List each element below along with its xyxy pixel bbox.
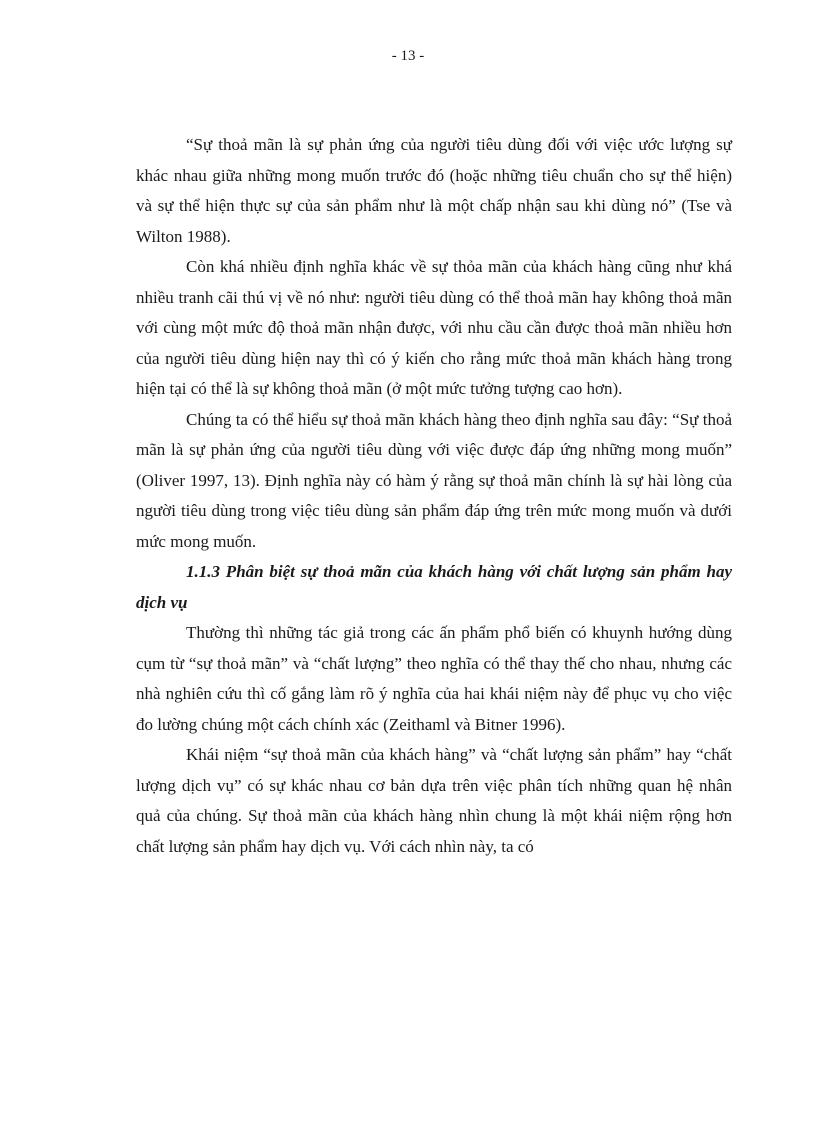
- paragraph-concept-difference: Khái niệm “sự thoả mãn của khách hàng” và “chất lượng sản phẩm” hay “chất lượng dịch vụ” có sự khác nhau cơ bản dựa trên việc phân tích những quan hệ nhân quả của chúng. Sự thoả mãn của khách hàng nhìn chung là một khái niệm rộng hơn chất lượng sản phẩm hay dịch vụ. Với cách nhìn này, ta có: [136, 745, 732, 856]
- paragraph-terminology: Thường thì những tác giả trong các ấn phẩm phổ biến có khuynh hướng dùng cụm từ “sự thoả mãn” và “chất lượng” theo nghĩa có thể thay thế cho nhau, nhưng các nhà nghiên cứu thì cố gắng làm rõ ý nghĩa của hai khái niệm này để phục vụ cho việc đo lường chúng một cách chính xác (Zeithaml và Bitner 1996).: [136, 623, 732, 734]
- section-heading: 1.1.3 Phân biệt sự thoả mãn của khách hàng với chất lượng sản phẩm hay dịch vụ: [136, 562, 732, 612]
- page-number: - 13 -: [391, 48, 425, 64]
- paragraph-definition-tse-wilton: “Sự thoả mãn là sự phản ứng của người tiêu dùng đối với việc ước lượng sự khác nhau giữa những mong muốn trước đó (hoặc những tiêu chuẩn cho sự thể hiện) và sự thể hiện thực sự của sản phẩm như là một chấp nhận sau khi dùng nó” (Tse và Wilton 1988).: [136, 135, 732, 246]
- document-body: [136, 130, 732, 862]
- paragraph-other-definitions: Còn khá nhiều định nghĩa khác về sự thỏa mãn của khách hàng cũng như khá nhiều tranh cãi thú vị về nó như: người tiêu dùng có thể thoả mãn hay không thoả mãn với cùng một mức độ thoả mãn nhận được, với nhu cầu cần được thoả mãn nhiều hơn của người tiêu dùng hiện nay thì có ý kiến cho rằng mức thoả mãn khách hàng trong hiện tại có thể là sự không thoả mãn (ở một mức tưởng tượng cao hơn).: [136, 257, 732, 398]
- paragraph-oliver-definition: Chúng ta có thể hiểu sự thoả mãn khách hàng theo định nghĩa sau đây: “Sự thoả mãn là sự phản ứng của người tiêu dùng với việc được đáp ứng những mong muốn” (Oliver 1997, 13). Định nghĩa này có hàm ý rằng sự thoả mãn chính là sự hài lòng của người tiêu dùng trong việc tiêu dùng sản phẩm đáp ứng trên mức mong muốn và dưới mức mong muốn.: [136, 409, 732, 551]
